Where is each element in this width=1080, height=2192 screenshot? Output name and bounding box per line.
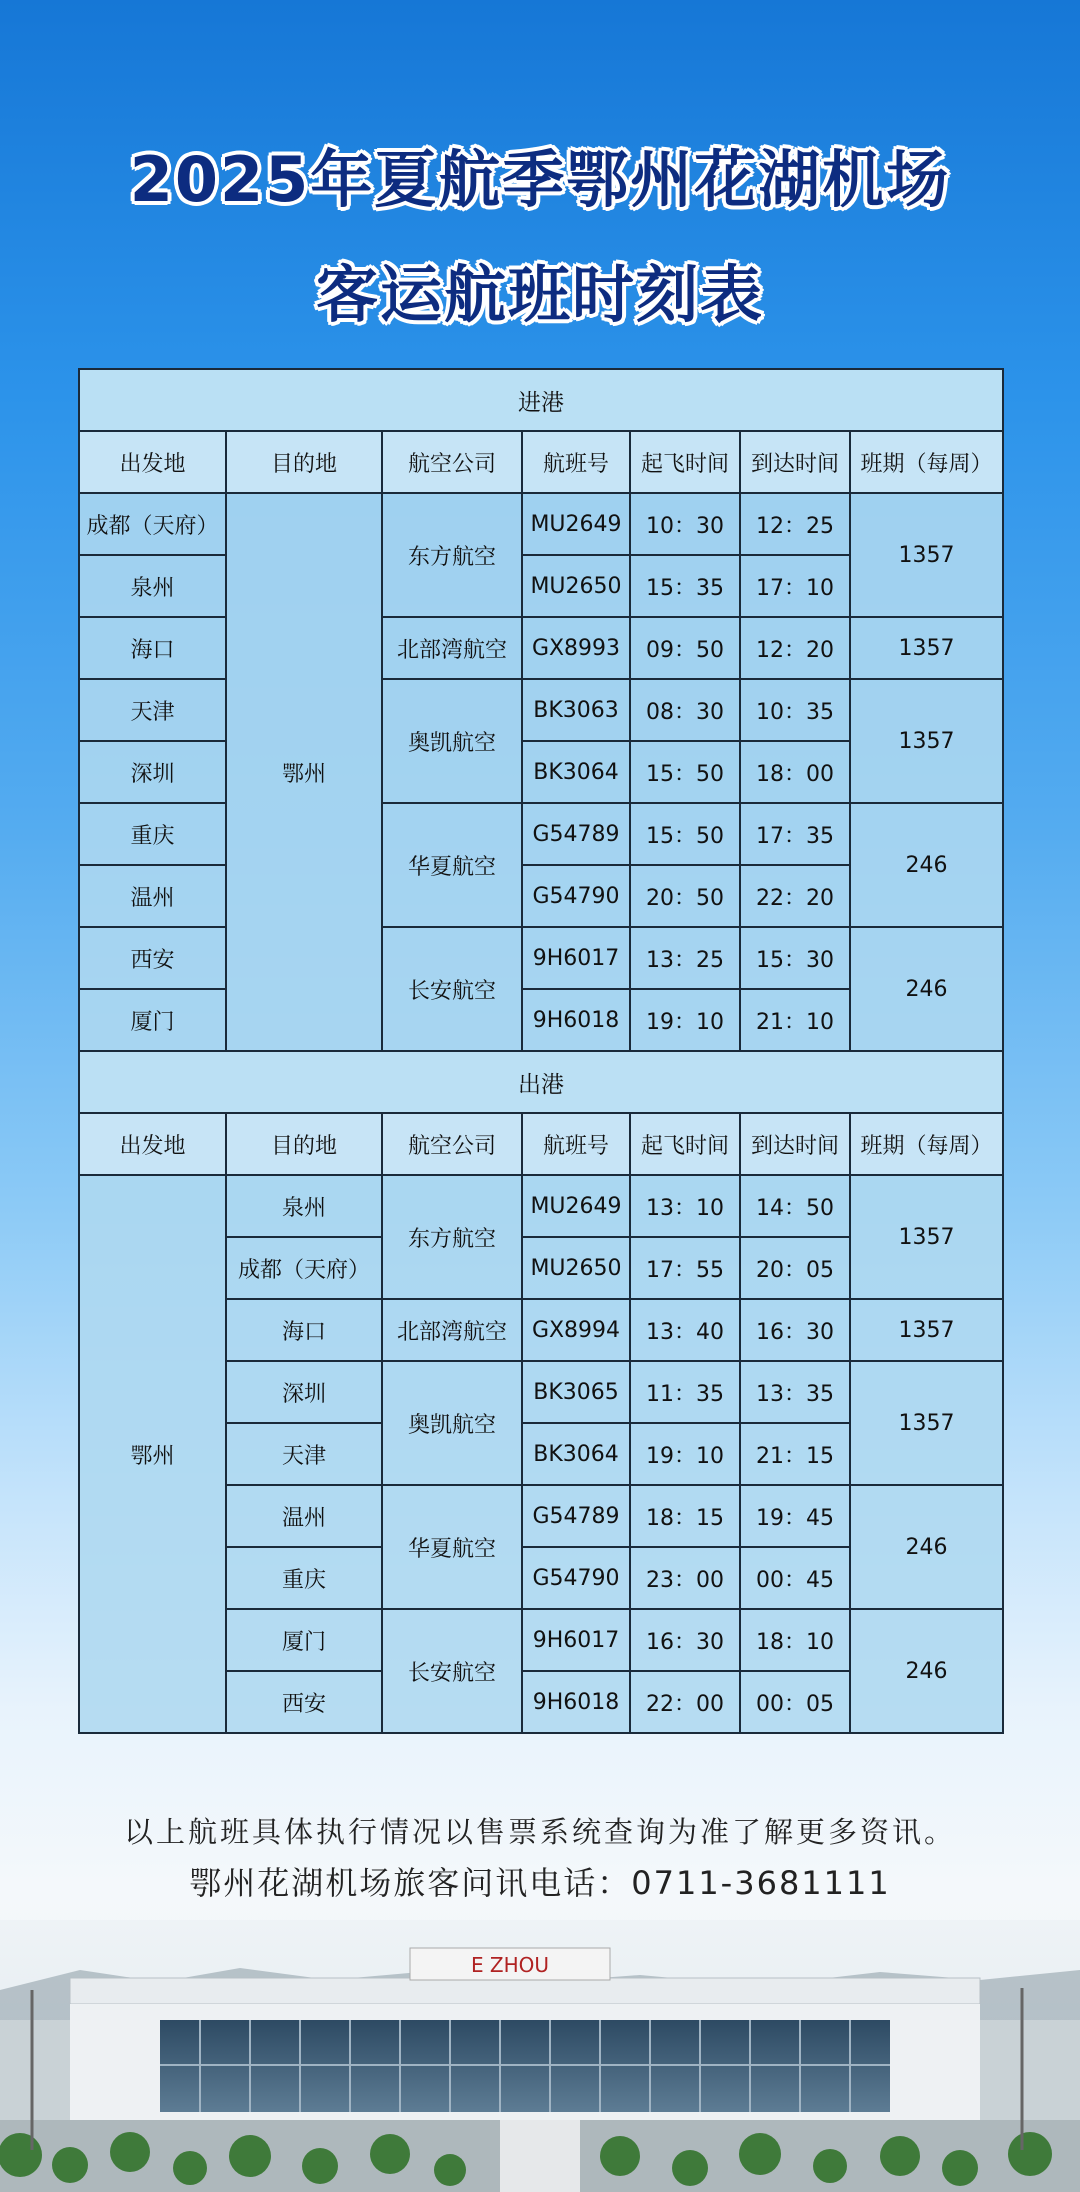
departure-time-cell: 20：50 [630,865,740,927]
arrival-time-cell: 17：10 [740,555,850,617]
destination-cell: 深圳 [226,1361,382,1423]
destination-cell: 重庆 [226,1547,382,1609]
origin-cell: 温州 [79,865,226,927]
flight-number-cell: MU2650 [522,1237,630,1299]
table-row [79,679,1003,741]
destination-cell: 西安 [226,1671,382,1733]
destination-cell: 天津 [226,1423,382,1485]
departure-time-cell: 13：25 [630,927,740,989]
arrival-time-cell: 10：35 [740,679,850,741]
page-subtitle: 客运航班时刻表 [315,258,764,331]
column-header: 到达时间 [740,1113,850,1175]
departures-section-row [79,1051,1003,1113]
section-label: 进港 [79,369,1003,431]
origin-cell: 厦门 [79,989,226,1051]
weekly-days-cell: 1357 [850,1175,1003,1299]
column-header: 航班号 [522,1113,630,1175]
table-row [79,927,1003,989]
airline-cell: 华夏航空 [382,803,522,927]
weekly-days-cell: 1357 [850,493,1003,617]
origin-cell: 深圳 [79,741,226,803]
flight-number-cell: BK3064 [522,741,630,803]
arrival-time-cell: 19：45 [740,1485,850,1547]
origin-cell: 西安 [79,927,226,989]
origin-cell: 成都（天府） [79,493,226,555]
departure-time-cell: 13：10 [630,1175,740,1237]
flight-number-cell: BK3063 [522,679,630,741]
airline-cell: 东方航空 [382,1175,522,1299]
weekly-days-cell: 1357 [850,1299,1003,1361]
weekly-days-cell: 246 [850,1485,1003,1609]
origin-cell: 海口 [79,617,226,679]
weekly-days-cell: 1357 [850,617,1003,679]
origin-cell: 鄂州 [79,1175,226,1733]
destination-cell: 成都（天府） [226,1237,382,1299]
flight-number-cell: G54789 [522,1485,630,1547]
destination-cell: 泉州 [226,1175,382,1237]
arrival-time-cell: 14：50 [740,1175,850,1237]
airline-cell: 华夏航空 [382,1485,522,1609]
column-header: 起飞时间 [630,431,740,493]
departure-time-cell: 10：30 [630,493,740,555]
flight-number-cell: MU2650 [522,555,630,617]
column-header-row [79,1113,1003,1175]
column-header: 航空公司 [382,431,522,493]
destination-cell: 厦门 [226,1609,382,1671]
column-header-row [79,431,1003,493]
column-header: 起飞时间 [630,1113,740,1175]
airline-cell: 东方航空 [382,493,522,617]
destination-cell: 海口 [226,1299,382,1361]
column-header: 航班号 [522,431,630,493]
column-header: 目的地 [226,1113,382,1175]
flight-number-cell: MU2649 [522,493,630,555]
flight-number-cell: GX8994 [522,1299,630,1361]
flight-number-cell: G54790 [522,1547,630,1609]
arrival-time-cell: 20：05 [740,1237,850,1299]
origin-cell: 泉州 [79,555,226,617]
arrival-time-cell: 00：45 [740,1547,850,1609]
column-header: 目的地 [226,431,382,493]
departure-time-cell: 15：50 [630,803,740,865]
airline-cell: 长安航空 [382,1609,522,1733]
flight-schedule-table [78,368,1004,1734]
arrival-time-cell: 18：00 [740,741,850,803]
departure-time-cell: 15：50 [630,741,740,803]
flight-number-cell: MU2649 [522,1175,630,1237]
departure-time-cell: 15：35 [630,555,740,617]
weekly-days-cell: 246 [850,927,1003,1051]
column-header: 航空公司 [382,1113,522,1175]
origin-cell: 天津 [79,679,226,741]
departure-time-cell: 23：00 [630,1547,740,1609]
flight-number-cell: 9H6017 [522,927,630,989]
origin-cell: 重庆 [79,803,226,865]
column-header: 班期（每周） [850,1113,1003,1175]
arrival-time-cell: 17：35 [740,803,850,865]
column-header: 出发地 [79,1113,226,1175]
weekly-days-cell: 1357 [850,679,1003,803]
footer-note: 以上航班具体执行情况以售票系统查询为准了解更多资讯。 [123,1815,956,1849]
column-header: 到达时间 [740,431,850,493]
departure-time-cell: 11：35 [630,1361,740,1423]
arrival-time-cell: 16：30 [740,1299,850,1361]
departure-time-cell: 19：10 [630,989,740,1051]
column-header: 班期（每周） [850,431,1003,493]
airline-cell: 奥凯航空 [382,1361,522,1485]
departure-time-cell: 09：50 [630,617,740,679]
arrival-time-cell: 21：10 [740,989,850,1051]
departure-time-cell: 18：15 [630,1485,740,1547]
departure-time-cell: 17：55 [630,1237,740,1299]
arrival-time-cell: 21：15 [740,1423,850,1485]
flight-number-cell: G54789 [522,803,630,865]
table-row [79,493,1003,555]
section-label: 出港 [79,1051,1003,1113]
airline-cell: 奥凯航空 [382,679,522,803]
flight-number-cell: BK3064 [522,1423,630,1485]
arrival-time-cell: 12：25 [740,493,850,555]
table-row [79,803,1003,865]
flight-number-cell: 9H6018 [522,989,630,1051]
table-row [79,617,1003,679]
departure-time-cell: 13：40 [630,1299,740,1361]
arrival-time-cell: 12：20 [740,617,850,679]
flight-number-cell: 9H6018 [522,1671,630,1733]
departure-time-cell: 22：00 [630,1671,740,1733]
arrival-time-cell: 00：05 [740,1671,850,1733]
flight-number-cell: BK3065 [522,1361,630,1423]
airline-cell: 北部湾航空 [382,1299,522,1361]
arrivals-section-row [79,369,1003,431]
flight-number-cell: G54790 [522,865,630,927]
flight-number-cell: 9H6017 [522,1609,630,1671]
weekly-days-cell: 1357 [850,1361,1003,1485]
airport-terminal-photo [0,1920,1080,2192]
destination-cell: 温州 [226,1485,382,1547]
departure-time-cell: 08：30 [630,679,740,741]
terminal-sign: E ZHOU [470,1953,550,1977]
departure-time-cell: 16：30 [630,1609,740,1671]
arrival-time-cell: 22：20 [740,865,850,927]
page-title: 2025年夏航季鄂州花湖机场 [129,143,951,216]
column-header: 出发地 [79,431,226,493]
departure-time-cell: 19：10 [630,1423,740,1485]
flight-number-cell: GX8993 [522,617,630,679]
weekly-days-cell: 246 [850,1609,1003,1733]
airline-cell: 北部湾航空 [382,617,522,679]
weekly-days-cell: 246 [850,803,1003,927]
arrival-time-cell: 15：30 [740,927,850,989]
destination-cell: 鄂州 [226,493,382,1051]
airline-cell: 长安航空 [382,927,522,1051]
arrival-time-cell: 18：10 [740,1609,850,1671]
table-row [79,1175,1003,1237]
footer-phone: 鄂州花湖机场旅客问讯电话：0711-3681111 [189,1864,891,1902]
arrival-time-cell: 13：35 [740,1361,850,1423]
